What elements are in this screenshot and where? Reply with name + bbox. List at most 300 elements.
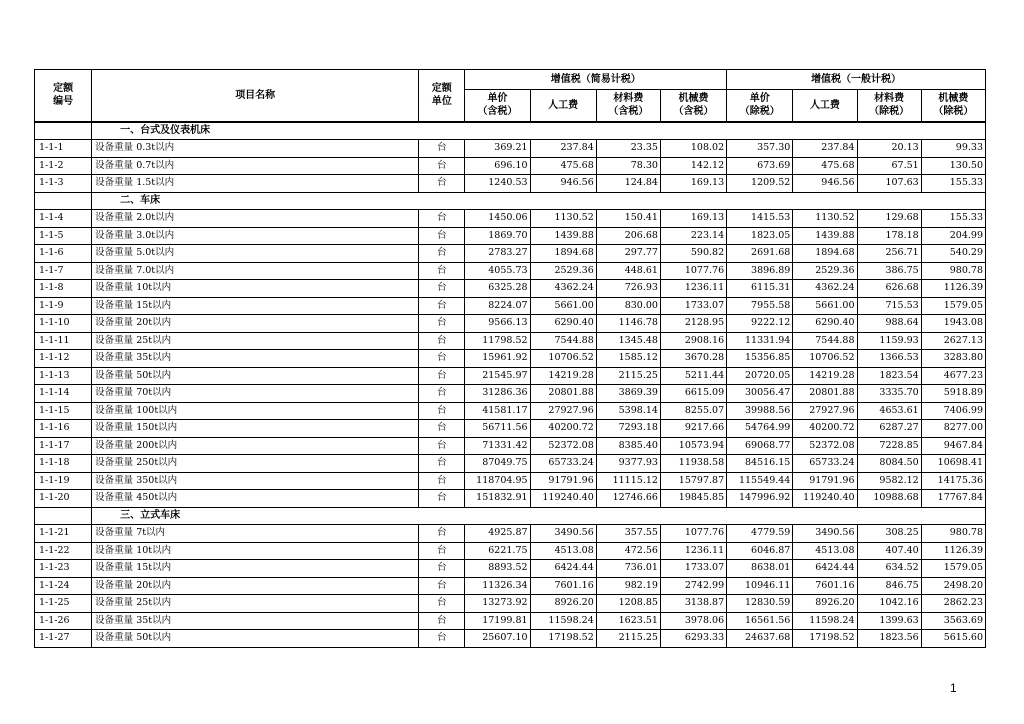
cell-name: 设备重量 150t以内 xyxy=(92,420,419,438)
cell-unit: 台 xyxy=(419,140,465,158)
cell-unit: 台 xyxy=(419,227,465,245)
cell-machine-net: 99.33 xyxy=(921,140,985,158)
cell-machine-net: 7406.99 xyxy=(921,402,985,420)
section-blank xyxy=(35,192,92,210)
cell-material-tax: 3869.39 xyxy=(596,385,660,403)
cell-price-tax: 21545.97 xyxy=(465,367,530,385)
cell-material-tax: 2115.25 xyxy=(596,630,660,648)
section-row xyxy=(35,192,986,210)
cell-machine-tax: 11938.58 xyxy=(660,455,726,473)
cell-material-net: 846.75 xyxy=(857,577,921,595)
cell-name: 设备重量 5.0t以内 xyxy=(92,245,419,263)
cell-code: 1-1-25 xyxy=(35,595,92,613)
cell-price-net: 24637.68 xyxy=(727,630,793,648)
cell-material-tax: 1146.78 xyxy=(596,315,660,333)
cell-machine-net: 155.33 xyxy=(921,210,985,228)
cell-code: 1-1-11 xyxy=(35,332,92,350)
cell-material-tax: 12746.66 xyxy=(596,490,660,508)
cell-price-net: 1415.53 xyxy=(727,210,793,228)
table-row xyxy=(35,542,986,560)
table-row xyxy=(35,157,986,175)
cell-machine-net: 9467.84 xyxy=(921,437,985,455)
cell-price-tax: 13273.92 xyxy=(465,595,530,613)
cell-material-net: 7228.85 xyxy=(857,437,921,455)
header-group-simple: 增值税（简易计税） xyxy=(465,70,727,90)
cell-labor-net: 10706.52 xyxy=(793,350,857,368)
cell-name: 设备重量 50t以内 xyxy=(92,630,419,648)
cell-name: 设备重量 7.0t以内 xyxy=(92,262,419,280)
cell-price-tax: 31286.36 xyxy=(465,385,530,403)
cell-code: 1-1-1 xyxy=(35,140,92,158)
cell-machine-tax: 10573.94 xyxy=(660,437,726,455)
cell-labor: 7544.88 xyxy=(530,332,596,350)
table-row xyxy=(35,612,986,630)
cell-labor: 40200.72 xyxy=(530,420,596,438)
page-number: 1 xyxy=(950,681,957,695)
cell-unit: 台 xyxy=(419,595,465,613)
header-sub: 人工费 xyxy=(530,90,596,122)
cell-price-tax: 151832.91 xyxy=(465,490,530,508)
cell-labor: 3490.56 xyxy=(530,525,596,543)
cell-code: 1-1-7 xyxy=(35,262,92,280)
cell-labor-net: 946.56 xyxy=(793,175,857,193)
cell-machine-net: 1943.08 xyxy=(921,315,985,333)
cell-machine-net: 540.29 xyxy=(921,245,985,263)
cell-labor-net: 2529.36 xyxy=(793,262,857,280)
cell-price-tax: 1450.06 xyxy=(465,210,530,228)
cell-name: 设备重量 350t以内 xyxy=(92,472,419,490)
cell-price-tax: 25607.10 xyxy=(465,630,530,648)
cell-labor: 11598.24 xyxy=(530,612,596,630)
table-row xyxy=(35,350,986,368)
cell-unit: 台 xyxy=(419,332,465,350)
cell-code: 1-1-6 xyxy=(35,245,92,263)
cell-labor: 5661.00 xyxy=(530,297,596,315)
cell-price-tax: 8224.07 xyxy=(465,297,530,315)
cell-labor: 17198.52 xyxy=(530,630,596,648)
cell-labor: 946.56 xyxy=(530,175,596,193)
cell-price-net: 3896.89 xyxy=(727,262,793,280)
cell-material-net: 256.71 xyxy=(857,245,921,263)
cell-material-net: 10988.68 xyxy=(857,490,921,508)
cell-labor: 1130.52 xyxy=(530,210,596,228)
cell-name: 设备重量 10t以内 xyxy=(92,280,419,298)
cell-machine-net: 8277.00 xyxy=(921,420,985,438)
cell-name: 设备重量 35t以内 xyxy=(92,612,419,630)
cell-price-net: 16561.56 xyxy=(727,612,793,630)
cell-machine-tax: 1077.76 xyxy=(660,525,726,543)
cell-machine-tax: 5211.44 xyxy=(660,367,726,385)
header-sub: 材料费 （含税） xyxy=(596,90,660,122)
cell-price-net: 147996.92 xyxy=(727,490,793,508)
cell-unit: 台 xyxy=(419,350,465,368)
cell-labor: 91791.96 xyxy=(530,472,596,490)
cell-price-net: 20720.05 xyxy=(727,367,793,385)
cell-price-tax: 2783.27 xyxy=(465,245,530,263)
cell-name: 设备重量 7t以内 xyxy=(92,525,419,543)
cell-unit: 台 xyxy=(419,245,465,263)
cell-price-net: 2691.68 xyxy=(727,245,793,263)
cell-material-net: 107.63 xyxy=(857,175,921,193)
cell-labor-net: 6290.40 xyxy=(793,315,857,333)
cell-price-net: 6115.31 xyxy=(727,280,793,298)
cell-material-net: 67.51 xyxy=(857,157,921,175)
cell-labor-net: 1894.68 xyxy=(793,245,857,263)
cell-material-tax: 448.61 xyxy=(596,262,660,280)
cell-material-tax: 1208.85 xyxy=(596,595,660,613)
cell-labor: 14219.28 xyxy=(530,367,596,385)
cell-labor: 1894.68 xyxy=(530,245,596,263)
table-row xyxy=(35,560,986,578)
cell-unit: 台 xyxy=(419,630,465,648)
cell-price-tax: 4055.73 xyxy=(465,262,530,280)
cell-code: 1-1-24 xyxy=(35,577,92,595)
cell-code: 1-1-19 xyxy=(35,472,92,490)
cell-machine-tax: 2128.95 xyxy=(660,315,726,333)
cell-labor: 6290.40 xyxy=(530,315,596,333)
cell-price-net: 1209.52 xyxy=(727,175,793,193)
cell-material-tax: 23.35 xyxy=(596,140,660,158)
cell-name: 设备重量 25t以内 xyxy=(92,332,419,350)
table-row xyxy=(35,280,986,298)
cell-price-net: 10946.11 xyxy=(727,577,793,595)
cell-machine-net: 204.99 xyxy=(921,227,985,245)
table-row xyxy=(35,210,986,228)
section-title: 三、立式车床 xyxy=(92,507,986,525)
table-row xyxy=(35,140,986,158)
cell-material-tax: 5398.14 xyxy=(596,402,660,420)
cell-material-net: 9582.12 xyxy=(857,472,921,490)
cell-material-net: 3335.70 xyxy=(857,385,921,403)
cell-machine-tax: 3138.87 xyxy=(660,595,726,613)
cell-material-net: 129.68 xyxy=(857,210,921,228)
cell-code: 1-1-8 xyxy=(35,280,92,298)
cell-unit: 台 xyxy=(419,385,465,403)
cell-material-tax: 982.19 xyxy=(596,577,660,595)
cell-labor: 65733.24 xyxy=(530,455,596,473)
cell-machine-net: 155.33 xyxy=(921,175,985,193)
cell-price-net: 11331.94 xyxy=(727,332,793,350)
cell-labor-net: 1439.88 xyxy=(793,227,857,245)
section-row xyxy=(35,122,986,140)
table-body xyxy=(35,122,986,648)
cell-labor: 2529.36 xyxy=(530,262,596,280)
cell-labor: 1439.88 xyxy=(530,227,596,245)
cell-labor: 6424.44 xyxy=(530,560,596,578)
cell-machine-net: 14175.36 xyxy=(921,472,985,490)
cell-labor-net: 237.84 xyxy=(793,140,857,158)
table-row xyxy=(35,490,986,508)
cell-code: 1-1-17 xyxy=(35,437,92,455)
cell-price-net: 12830.59 xyxy=(727,595,793,613)
cell-material-tax: 7293.18 xyxy=(596,420,660,438)
cell-unit: 台 xyxy=(419,175,465,193)
cell-material-tax: 297.77 xyxy=(596,245,660,263)
cell-material-tax: 1345.48 xyxy=(596,332,660,350)
cell-machine-tax: 3978.06 xyxy=(660,612,726,630)
cell-unit: 台 xyxy=(419,262,465,280)
table-row xyxy=(35,577,986,595)
cell-code: 1-1-15 xyxy=(35,402,92,420)
cell-name: 设备重量 0.3t以内 xyxy=(92,140,419,158)
cell-labor-net: 119240.40 xyxy=(793,490,857,508)
cell-machine-tax: 169.13 xyxy=(660,210,726,228)
header-group-general: 增值税（一般计税） xyxy=(727,70,986,90)
cell-material-net: 4653.61 xyxy=(857,402,921,420)
cell-material-net: 8084.50 xyxy=(857,455,921,473)
cell-labor: 8926.20 xyxy=(530,595,596,613)
header-name: 项目名称 xyxy=(92,70,419,122)
cell-labor: 7601.16 xyxy=(530,577,596,595)
cell-machine-net: 3563.69 xyxy=(921,612,985,630)
cell-machine-net: 2498.20 xyxy=(921,577,985,595)
cell-name: 设备重量 450t以内 xyxy=(92,490,419,508)
cell-labor-net: 17198.52 xyxy=(793,630,857,648)
cell-price-net: 69068.77 xyxy=(727,437,793,455)
cell-machine-net: 2862.23 xyxy=(921,595,985,613)
cell-labor-net: 4362.24 xyxy=(793,280,857,298)
cell-labor-net: 475.68 xyxy=(793,157,857,175)
table-row xyxy=(35,455,986,473)
cell-machine-net: 5918.89 xyxy=(921,385,985,403)
cell-machine-net: 17767.84 xyxy=(921,490,985,508)
cell-labor: 52372.08 xyxy=(530,437,596,455)
cell-unit: 台 xyxy=(419,367,465,385)
quota-table xyxy=(34,69,986,648)
cell-machine-net: 4677.23 xyxy=(921,367,985,385)
cell-labor-net: 5661.00 xyxy=(793,297,857,315)
cell-code: 1-1-5 xyxy=(35,227,92,245)
cell-machine-net: 3283.80 xyxy=(921,350,985,368)
cell-machine-tax: 590.82 xyxy=(660,245,726,263)
cell-code: 1-1-9 xyxy=(35,297,92,315)
header-unit: 定额 单位 xyxy=(419,70,465,122)
cell-machine-net: 5615.60 xyxy=(921,630,985,648)
cell-material-net: 178.18 xyxy=(857,227,921,245)
header-sub: 材料费 （除税） xyxy=(857,90,921,122)
cell-price-tax: 11326.34 xyxy=(465,577,530,595)
cell-name: 设备重量 0.7t以内 xyxy=(92,157,419,175)
cell-code: 1-1-3 xyxy=(35,175,92,193)
table-row xyxy=(35,227,986,245)
table-row xyxy=(35,525,986,543)
cell-name: 设备重量 10t以内 xyxy=(92,542,419,560)
cell-price-tax: 56711.56 xyxy=(465,420,530,438)
cell-code: 1-1-27 xyxy=(35,630,92,648)
table-row xyxy=(35,472,986,490)
cell-code: 1-1-2 xyxy=(35,157,92,175)
cell-labor-net: 6424.44 xyxy=(793,560,857,578)
cell-unit: 台 xyxy=(419,612,465,630)
cell-material-tax: 8385.40 xyxy=(596,437,660,455)
cell-labor-net: 65733.24 xyxy=(793,455,857,473)
cell-labor-net: 91791.96 xyxy=(793,472,857,490)
cell-material-tax: 1585.12 xyxy=(596,350,660,368)
cell-machine-net: 1579.05 xyxy=(921,560,985,578)
cell-name: 设备重量 250t以内 xyxy=(92,455,419,473)
cell-code: 1-1-16 xyxy=(35,420,92,438)
cell-material-net: 6287.27 xyxy=(857,420,921,438)
cell-unit: 台 xyxy=(419,157,465,175)
cell-price-net: 39988.56 xyxy=(727,402,793,420)
cell-material-tax: 150.41 xyxy=(596,210,660,228)
cell-price-net: 54764.99 xyxy=(727,420,793,438)
cell-machine-tax: 6615.09 xyxy=(660,385,726,403)
cell-name: 设备重量 2.0t以内 xyxy=(92,210,419,228)
cell-material-net: 308.25 xyxy=(857,525,921,543)
cell-name: 设备重量 70t以内 xyxy=(92,385,419,403)
cell-material-tax: 9377.93 xyxy=(596,455,660,473)
cell-price-net: 115549.44 xyxy=(727,472,793,490)
cell-name: 设备重量 15t以内 xyxy=(92,297,419,315)
table-row xyxy=(35,402,986,420)
header-sub: 单价 （含税） xyxy=(465,90,530,122)
cell-price-tax: 118704.95 xyxy=(465,472,530,490)
cell-material-tax: 830.00 xyxy=(596,297,660,315)
cell-unit: 台 xyxy=(419,280,465,298)
cell-name: 设备重量 20t以内 xyxy=(92,577,419,595)
cell-machine-tax: 2908.16 xyxy=(660,332,726,350)
cell-labor-net: 3490.56 xyxy=(793,525,857,543)
cell-price-tax: 41581.17 xyxy=(465,402,530,420)
cell-machine-tax: 19845.85 xyxy=(660,490,726,508)
cell-price-tax: 696.10 xyxy=(465,157,530,175)
cell-machine-net: 10698.41 xyxy=(921,455,985,473)
cell-price-net: 8638.01 xyxy=(727,560,793,578)
cell-material-net: 1159.93 xyxy=(857,332,921,350)
cell-machine-net: 1579.05 xyxy=(921,297,985,315)
cell-labor-net: 7601.16 xyxy=(793,577,857,595)
cell-unit: 台 xyxy=(419,455,465,473)
cell-code: 1-1-21 xyxy=(35,525,92,543)
cell-machine-tax: 142.12 xyxy=(660,157,726,175)
cell-machine-tax: 1077.76 xyxy=(660,262,726,280)
cell-material-tax: 206.68 xyxy=(596,227,660,245)
cell-machine-tax: 9217.66 xyxy=(660,420,726,438)
cell-unit: 台 xyxy=(419,542,465,560)
cell-unit: 台 xyxy=(419,560,465,578)
cell-material-net: 634.52 xyxy=(857,560,921,578)
table-row xyxy=(35,385,986,403)
section-row xyxy=(35,507,986,525)
section-title: 一、台式及仪表机床 xyxy=(92,122,986,140)
cell-labor-net: 11598.24 xyxy=(793,612,857,630)
table-row xyxy=(35,315,986,333)
cell-labor-net: 8926.20 xyxy=(793,595,857,613)
cell-price-tax: 1240.53 xyxy=(465,175,530,193)
cell-price-net: 9222.12 xyxy=(727,315,793,333)
section-blank xyxy=(35,507,92,525)
cell-labor: 237.84 xyxy=(530,140,596,158)
cell-machine-net: 130.50 xyxy=(921,157,985,175)
header-sub: 单价 （除税） xyxy=(727,90,793,122)
cell-labor: 20801.88 xyxy=(530,385,596,403)
header-sub: 机械费 （除税） xyxy=(921,90,985,122)
cell-labor: 4362.24 xyxy=(530,280,596,298)
cell-name: 设备重量 20t以内 xyxy=(92,315,419,333)
cell-material-net: 1042.16 xyxy=(857,595,921,613)
cell-labor-net: 7544.88 xyxy=(793,332,857,350)
cell-labor-net: 27927.96 xyxy=(793,402,857,420)
cell-machine-net: 1126.39 xyxy=(921,542,985,560)
cell-machine-tax: 1236.11 xyxy=(660,542,726,560)
cell-name: 设备重量 50t以内 xyxy=(92,367,419,385)
cell-machine-net: 1126.39 xyxy=(921,280,985,298)
cell-machine-tax: 1733.07 xyxy=(660,297,726,315)
cell-labor-net: 4513.08 xyxy=(793,542,857,560)
cell-machine-tax: 2742.99 xyxy=(660,577,726,595)
cell-machine-tax: 108.02 xyxy=(660,140,726,158)
cell-price-net: 30056.47 xyxy=(727,385,793,403)
cell-price-tax: 17199.81 xyxy=(465,612,530,630)
cell-labor: 4513.08 xyxy=(530,542,596,560)
cell-price-net: 673.69 xyxy=(727,157,793,175)
section-blank xyxy=(35,122,92,140)
cell-material-net: 1399.63 xyxy=(857,612,921,630)
cell-unit: 台 xyxy=(419,490,465,508)
cell-labor-net: 40200.72 xyxy=(793,420,857,438)
cell-code: 1-1-14 xyxy=(35,385,92,403)
cell-material-tax: 357.55 xyxy=(596,525,660,543)
cell-name: 设备重量 35t以内 xyxy=(92,350,419,368)
cell-price-net: 7955.58 xyxy=(727,297,793,315)
section-title: 二、车床 xyxy=(92,192,986,210)
cell-price-tax: 6221.75 xyxy=(465,542,530,560)
cell-price-tax: 9566.13 xyxy=(465,315,530,333)
cell-labor: 475.68 xyxy=(530,157,596,175)
header-sub: 人工费 xyxy=(793,90,857,122)
cell-material-net: 1366.53 xyxy=(857,350,921,368)
cell-material-tax: 1623.51 xyxy=(596,612,660,630)
cell-unit: 台 xyxy=(419,577,465,595)
cell-machine-tax: 1733.07 xyxy=(660,560,726,578)
cell-machine-net: 980.78 xyxy=(921,525,985,543)
cell-material-tax: 726.93 xyxy=(596,280,660,298)
cell-price-tax: 71331.42 xyxy=(465,437,530,455)
cell-price-tax: 8893.52 xyxy=(465,560,530,578)
header-code: 定额 编号 xyxy=(35,70,92,122)
cell-material-net: 20.13 xyxy=(857,140,921,158)
cell-material-tax: 2115.25 xyxy=(596,367,660,385)
cell-labor-net: 1130.52 xyxy=(793,210,857,228)
cell-code: 1-1-20 xyxy=(35,490,92,508)
cell-material-net: 407.40 xyxy=(857,542,921,560)
cell-code: 1-1-18 xyxy=(35,455,92,473)
table-row xyxy=(35,175,986,193)
cell-price-tax: 11798.52 xyxy=(465,332,530,350)
cell-labor: 119240.40 xyxy=(530,490,596,508)
cell-unit: 台 xyxy=(419,525,465,543)
cell-unit: 台 xyxy=(419,297,465,315)
cell-unit: 台 xyxy=(419,420,465,438)
cell-price-tax: 6325.28 xyxy=(465,280,530,298)
cell-name: 设备重量 15t以内 xyxy=(92,560,419,578)
cell-material-net: 715.53 xyxy=(857,297,921,315)
cell-labor-net: 14219.28 xyxy=(793,367,857,385)
cell-code: 1-1-13 xyxy=(35,367,92,385)
cell-name: 设备重量 1.5t以内 xyxy=(92,175,419,193)
cell-name: 设备重量 3.0t以内 xyxy=(92,227,419,245)
cell-code: 1-1-10 xyxy=(35,315,92,333)
cell-material-net: 1823.54 xyxy=(857,367,921,385)
cell-labor-net: 20801.88 xyxy=(793,385,857,403)
cell-price-tax: 369.21 xyxy=(465,140,530,158)
cell-machine-net: 2627.13 xyxy=(921,332,985,350)
cell-price-net: 4779.59 xyxy=(727,525,793,543)
cell-unit: 台 xyxy=(419,437,465,455)
cell-material-net: 988.64 xyxy=(857,315,921,333)
table-row xyxy=(35,367,986,385)
